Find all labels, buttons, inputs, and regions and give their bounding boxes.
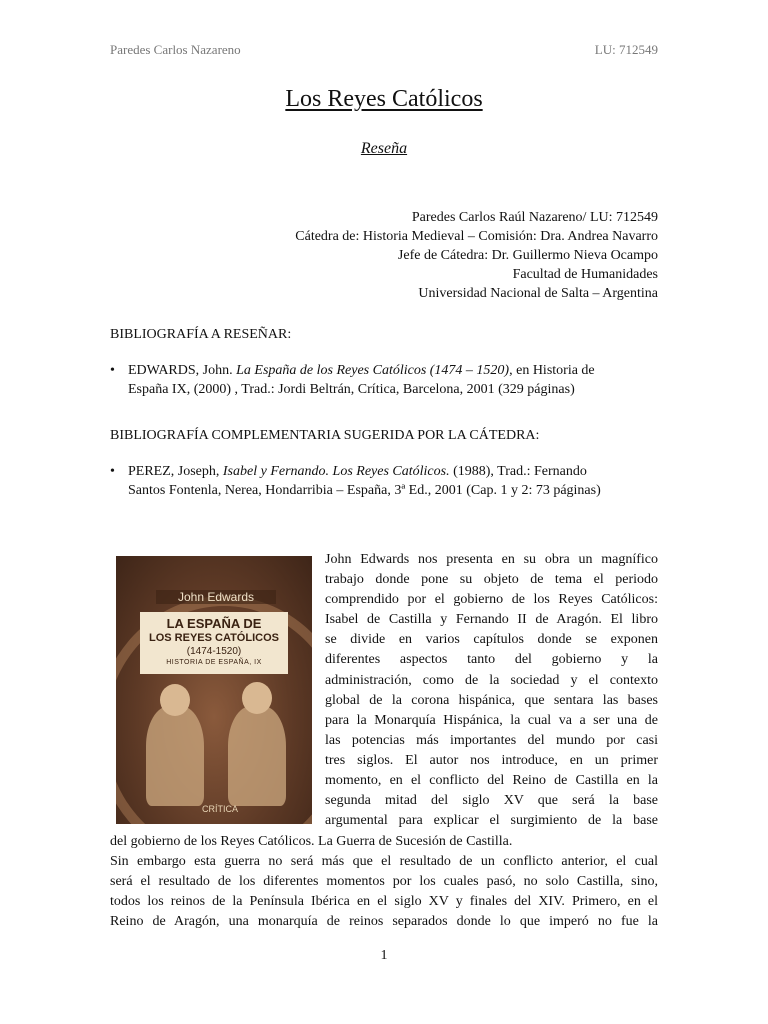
body-line: Reino de Aragón, una monarquía de reinos separados donde lo que imperó no fue la (110, 914, 658, 930)
citation-title: La España de los Reyes Católicos (1474 – 1520) (236, 363, 510, 378)
bullet-icon: • (110, 464, 115, 479)
body-line: para la Monarquía Hispánica, la cual va a ser una de (325, 712, 658, 728)
body-line: John Edwards nos presenta en su obra un magnífico (325, 552, 658, 567)
citation-author: PEREZ, Joseph, (128, 464, 223, 479)
citation-author: EDWARDS, John. (128, 363, 237, 378)
body-line: será el resultado de los diferentes momentos por los cuales pasó, no solo Castilla, sino, (110, 874, 658, 890)
author-line: Jefe de Cátedra: Dr. Guillermo Nieva Ocampo (397, 248, 658, 263)
cover-title-line: LA ESPAÑA DE (166, 616, 262, 631)
body-line: se divide en varios capítulos donde se exponen (325, 632, 658, 648)
author-line: Facultad de Humanidades (512, 267, 658, 282)
complementary-heading: BIBLIOGRAFÍA COMPLEMENTARIA SUGERIDA POR LA CÁTEDRA: (110, 428, 540, 443)
header-author: Paredes Carlos Nazareno (110, 42, 241, 57)
document-subtitle: Reseña (360, 140, 408, 157)
body-line: todos los reinos de la Península Ibérica en el siglo XV y finales del XIV. Primero, en el (110, 894, 658, 910)
bullet-icon: • (110, 363, 115, 378)
body-line: administración, como de la sociedad y el contexto (325, 672, 658, 688)
body-line: comprendido por el gobierno de los Reyes Católicos: (325, 592, 658, 608)
bibliography-heading: BIBLIOGRAFÍA A RESEÑAR: (110, 327, 292, 342)
citation-detail: , en Historia de (509, 363, 595, 378)
body-line: trabajo donde pone su objeto de tema el periodo (325, 572, 658, 588)
cover-dates: (1474-1520) (186, 646, 242, 657)
cover-title-line: LOS REYES CATÓLICOS (149, 632, 279, 644)
citation-detail: Santos Fontenla, Nerea, Hondarribia – España, 3ª Ed., 2001 (Cap. 1 y 2: 73 páginas) (128, 483, 601, 498)
body-line: las potencias más importantes del mundo por casi (325, 732, 658, 748)
body-line: Sin embargo esta guerra no será más que el resultado de un conflicto anterior, el cual (110, 854, 658, 870)
body-paragraph-wrapped (325, 550, 658, 831)
body-line: Isabel de Castilla y Fernando II de Aragón. El libro (325, 612, 658, 628)
body-line: diferentes aspectos tanto del gobierno y la (325, 652, 658, 668)
author-line: Cátedra de: Historia Medieval – Comisión: Dra. Andrea Navarro (295, 229, 658, 244)
header-student-id: LU: 712549 (594, 42, 658, 57)
cover-series: HISTORIA DE ESPAÑA, IX (166, 659, 262, 666)
cover-author: John Edwards (156, 590, 276, 604)
page-number: 1 (380, 948, 388, 963)
body-line: segunda mitad del siglo XV que será la base (325, 793, 658, 809)
body-line: global de la corona hispánica, que sentara las bases (325, 692, 658, 708)
cover-face-left (160, 684, 190, 716)
body-paragraph-full (110, 832, 658, 932)
author-info-block (295, 208, 658, 303)
body-line: momento, en el conflicto del Reino de Castilla en la (325, 773, 658, 789)
cover-figure-left (146, 706, 204, 806)
body-line: argumental para explicar el surgimiento de la base (325, 813, 658, 829)
cover-face-right (242, 682, 272, 714)
cover-title-box (140, 612, 288, 674)
author-line: Paredes Carlos Raúl Nazareno/ LU: 712549 (411, 210, 658, 225)
author-line: Universidad Nacional de Salta – Argentina (418, 286, 658, 301)
cover-publisher: CRÍTICA (202, 804, 238, 814)
document-title: Los Reyes Católicos (285, 86, 483, 112)
citation-detail: (1988), Trad.: Fernando (449, 464, 587, 479)
citation-title: Isabel y Fernando. Los Reyes Católicos. (222, 464, 450, 479)
body-line: tres siglos. El autor nos introduce, en un primer (325, 752, 658, 768)
cover-figure-right (228, 706, 286, 806)
complementary-item (110, 462, 660, 500)
body-line: del gobierno de los Reyes Católicos. La Guerra de Sucesión de Castilla. (110, 834, 513, 849)
citation-detail: España IX, (2000) , Trad.: Jordi Beltrán, Crítica, Barcelona, 2001 (329 páginas) (128, 382, 575, 397)
bibliography-item (110, 361, 660, 399)
book-cover-image (116, 556, 312, 824)
